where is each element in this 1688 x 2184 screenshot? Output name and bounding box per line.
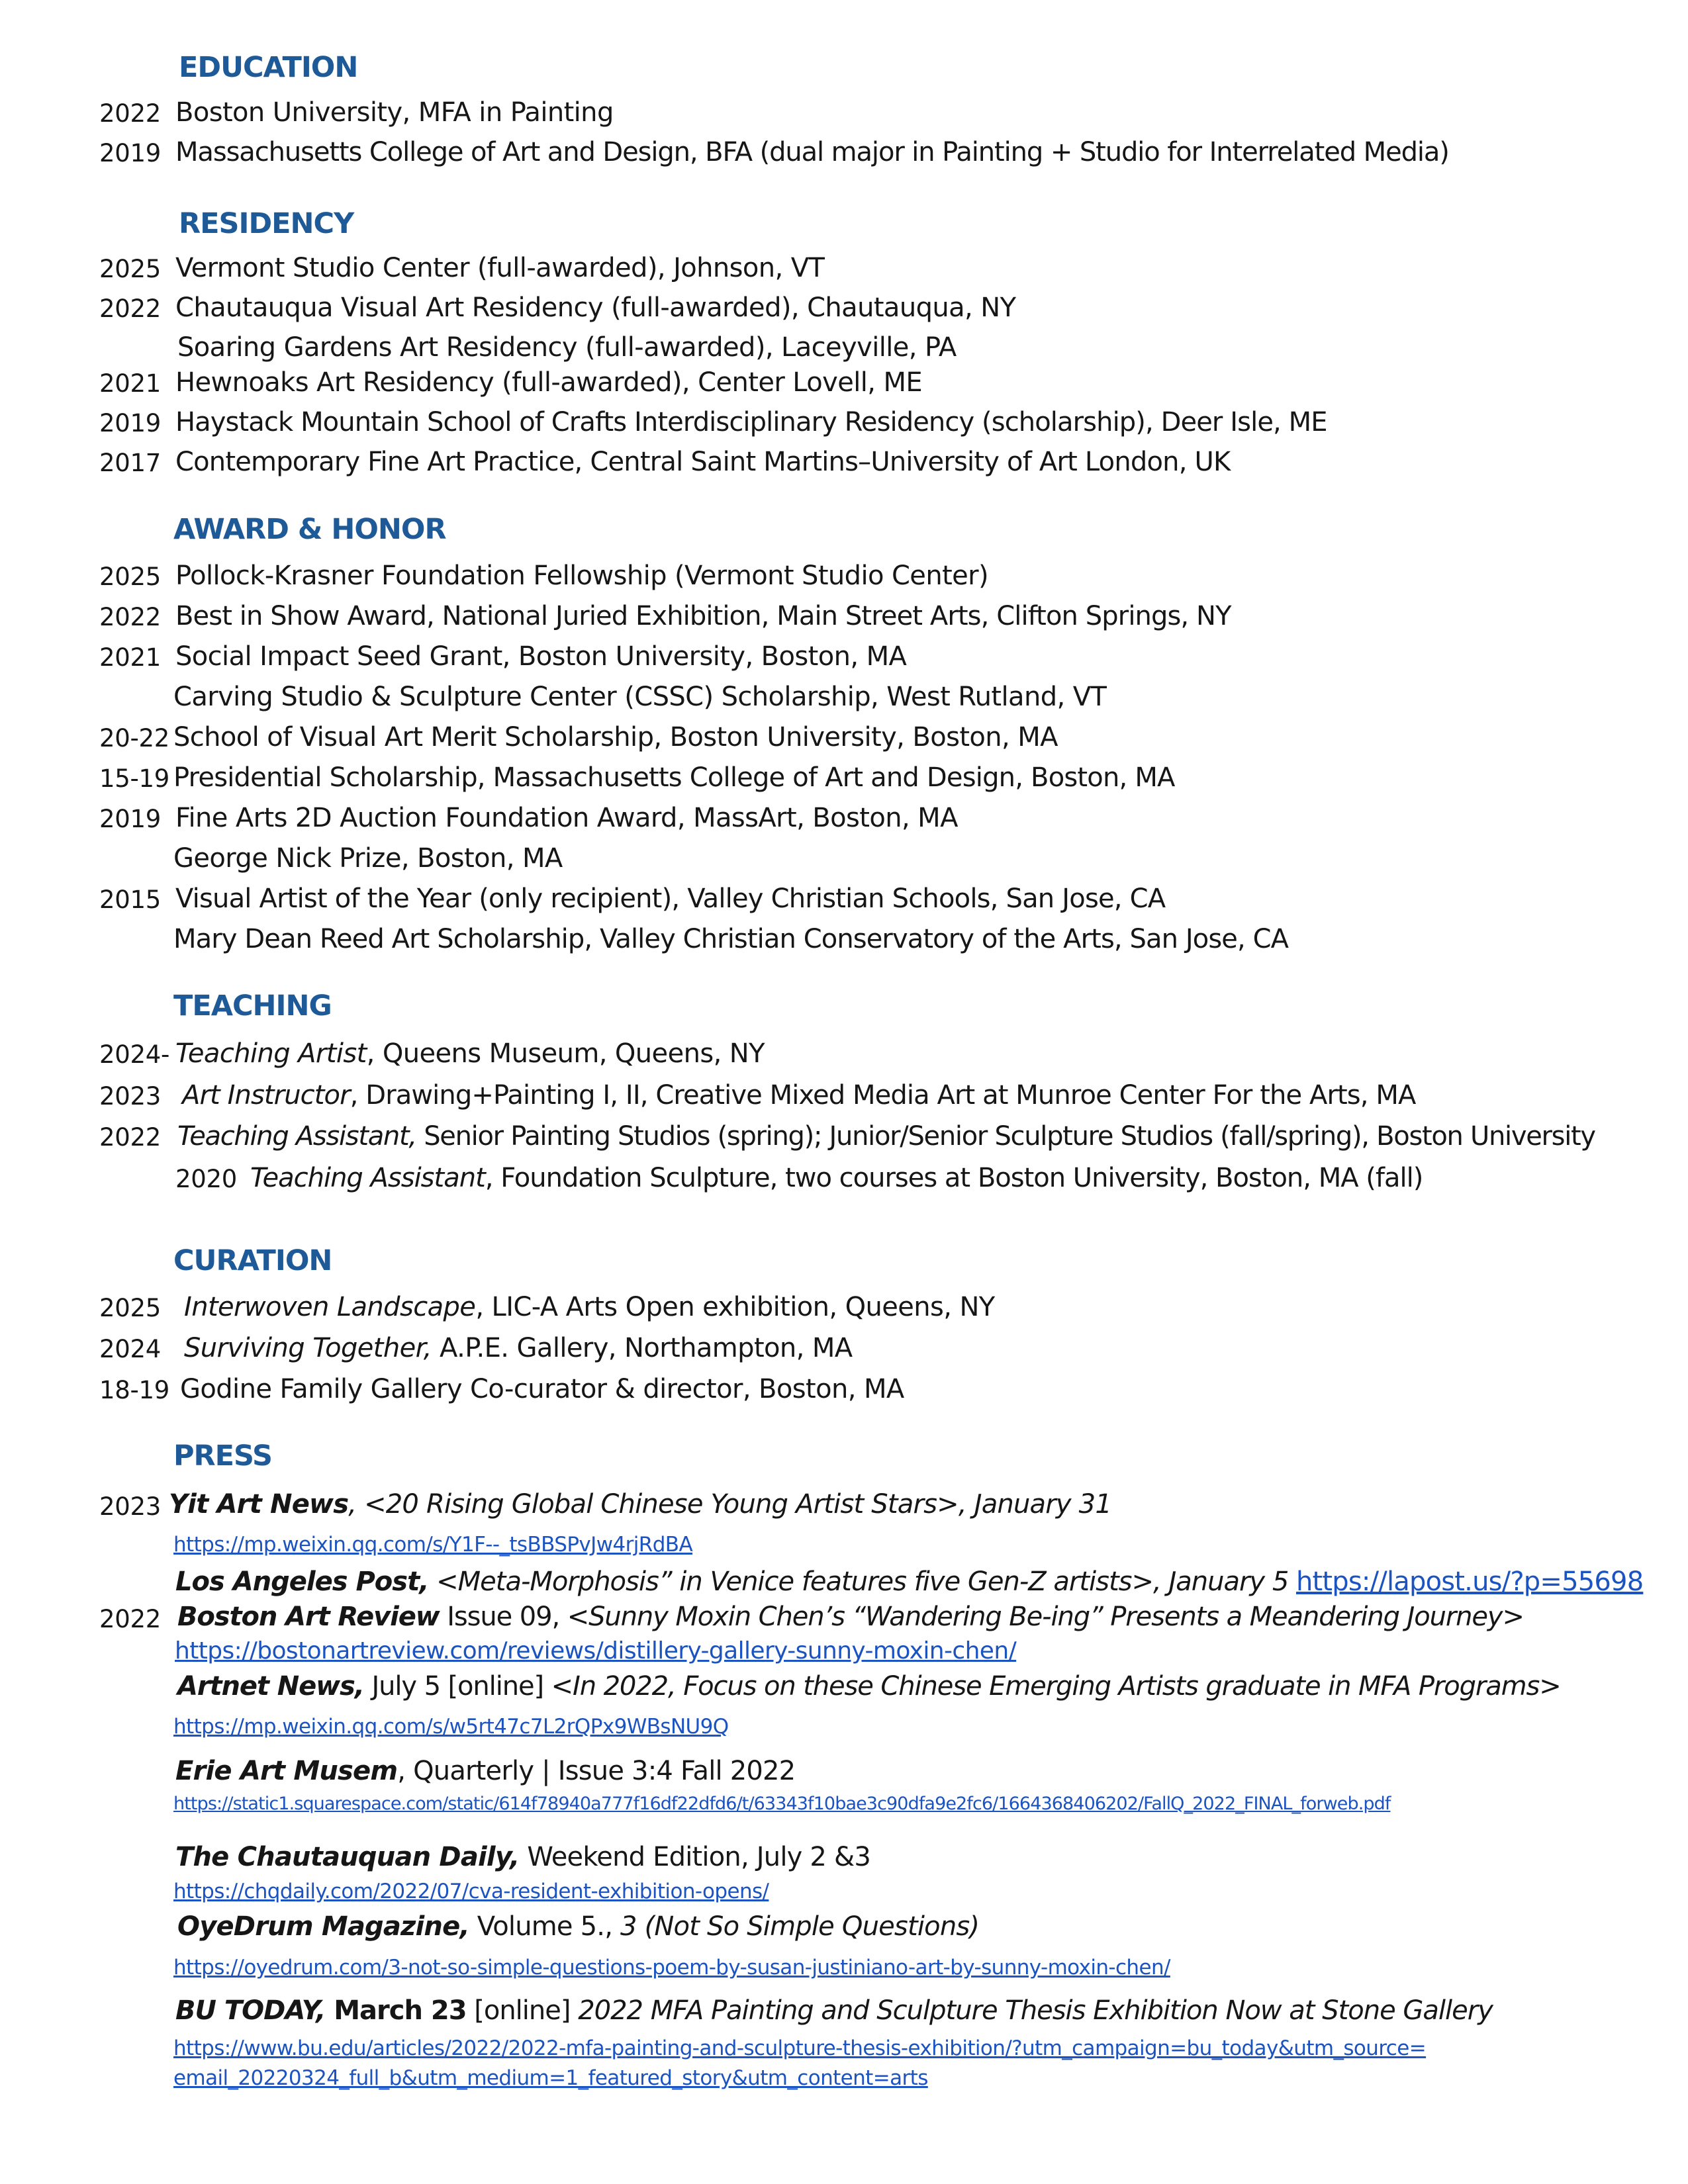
teaching-role: Teaching Artist (175, 1038, 367, 1069)
residency-year: 2022 (99, 295, 161, 323)
curation-details: Godine Family Gallery Co-curator & director, Boston, MA (180, 1374, 904, 1404)
residency-entry: Contemporary Fine Art Practice, Central Saint Martins–University of Art London, UK (175, 447, 1231, 477)
residency-entry: Hewnoaks Art Residency (full-awarded), Center Lovell, ME (175, 367, 923, 398)
press-link[interactable]: https://chqdaily.com/2022/07/cva-resident-exhibition-opens/ (173, 1880, 769, 1903)
award-entry: Pollock-Krasner Foundation Fellowship (Vermont Studio Center) (175, 561, 989, 591)
press-title: <In 2022, Focus on these Chinese Emerging Artists graduate in MFA Programs> (551, 1671, 1561, 1702)
press-link[interactable]: https://bostonartreview.com/reviews/distillery-gallery-sunny-moxin-chen/ (175, 1637, 1017, 1664)
press-title: , <20 Rising Global Chinese Young Artist Stars>, January 31 (348, 1489, 1111, 1520)
press-title: <Meta-Morphosis” in Venice features five Gen-Z artists>, January 5 (428, 1567, 1296, 1597)
press-detail: , Quarterly | Issue 3:4 Fall 2022 (397, 1756, 796, 1786)
education-entry: Massachusetts College of Art and Design, BFA (dual major in Painting + Studio for Interrelated Media) (175, 137, 1449, 167)
residency-year: 2025 (99, 255, 161, 283)
teaching-details: , Drawing+Painting I, II, Creative Mixed Media Art at Munroe Center For the Arts, MA (350, 1080, 1416, 1111)
teaching-year: 2024- (99, 1040, 170, 1069)
education-entry: Boston University, MFA in Painting (175, 97, 614, 128)
residency-entry: Vermont Studio Center (full-awarded), Johnson, VT (175, 253, 825, 283)
curation-year: 18-19 (99, 1376, 170, 1404)
press-title: 2022 MFA Painting and Sculpture Thesis Exhibition Now at Stone Gallery (578, 1995, 1493, 2026)
press-link[interactable]: https://lapost.us/?p=55698 (1295, 1567, 1644, 1597)
teaching-details: , Foundation Sculpture, two courses at Boston University, Boston, MA (fall) (485, 1163, 1423, 1193)
teaching-year: 2020 (175, 1165, 237, 1193)
teaching-entry (177, 1121, 1595, 1152)
press-entry (175, 1995, 1493, 2026)
residency-entry: Soaring Gardens Art Residency (full-awarded), Laceyville, PA (177, 332, 957, 363)
press-heading: PRESS (173, 1439, 273, 1473)
education-year: 2022 (99, 99, 161, 128)
press-entry (177, 1602, 1524, 1632)
award-entry: George Nick Prize, Boston, MA (173, 843, 563, 874)
award-entry: Visual Artist of the Year (only recipient), Valley Christian Schools, San Jose, CA (175, 884, 1166, 914)
curation-details: A.P.E. Gallery, Northampton, MA (431, 1333, 853, 1363)
award-entry: Mary Dean Reed Art Scholarship, Valley Christian Conservatory of the Arts, San Jose, CA (173, 924, 1289, 954)
award-year: 15-19 (99, 764, 170, 793)
press-link[interactable]: https://www.bu.edu/articles/2022/2022-mfa-painting-and-sculpture-thesis-exhibition/?utm_campaign=bu_today&utm_source= (173, 2036, 1427, 2060)
teaching-role: Art Instructor (182, 1080, 350, 1111)
award-year: 2022 (99, 603, 161, 631)
press-outlet: The Chautauquan Daily, (175, 1842, 520, 1872)
press-link[interactable]: https://static1.squarespace.com/static/614f78940a777f16df22dfd6/t/63343f10bae3c90dfa9e2fc6/1664368406202/FallQ_2022_FINAL_forweb.pdf (173, 1794, 1391, 1814)
curation-details: , LIC-A Arts Open exhibition, Queens, NY (475, 1292, 995, 1322)
award-entry: Best in Show Award, National Juried Exhibition, Main Street Arts, Clifton Springs, NY (175, 601, 1231, 631)
press-entry (177, 1911, 979, 1942)
curation-heading: CURATION (173, 1244, 332, 1277)
press-year: 2023 (99, 1492, 161, 1521)
press-date: March 23 (325, 1995, 467, 2026)
education-year: 2019 (99, 139, 161, 167)
press-link-continued[interactable]: email_20220324_full_b&utm_medium=1_featured_story&utm_content=arts (173, 2066, 928, 2090)
press-title: 3 (Not So Simple Questions) (620, 1911, 980, 1942)
press-link[interactable]: https://mp.weixin.qq.com/s/w5rt47c7L2rQPx9WBsNU9Q (173, 1715, 729, 1739)
curation-entry (184, 1292, 995, 1322)
press-outlet: Los Angeles Post, (175, 1567, 429, 1597)
press-outlet: BU TODAY, (175, 1995, 326, 2026)
teaching-details: , Queens Museum, Queens, NY (366, 1038, 765, 1069)
curation-year: 2024 (99, 1335, 161, 1363)
award-year: 20-22 (99, 724, 170, 752)
residency-heading: RESIDENCY (179, 207, 354, 240)
award-year: 2025 (99, 563, 161, 591)
press-entry (175, 1567, 1643, 1597)
curation-title: Surviving Together, (184, 1333, 432, 1363)
award-entry: Carving Studio & Sculpture Center (CSSC) Scholarship, West Rutland, VT (173, 682, 1107, 712)
teaching-heading: TEACHING (173, 989, 332, 1023)
press-title: <Sunny Moxin Chen’s “Wandering Be-ing” Presents a Meandering Journey> (559, 1602, 1524, 1632)
press-detail: [online] (466, 1995, 579, 2026)
press-entry (175, 1842, 870, 1872)
teaching-entry (182, 1080, 1415, 1111)
award-entry: Fine Arts 2D Auction Foundation Award, MassArt, Boston, MA (175, 803, 958, 833)
teaching-entry (250, 1163, 1423, 1193)
teaching-year: 2022 (99, 1123, 161, 1152)
award-year: 2019 (99, 805, 161, 833)
press-detail: Issue 09, (439, 1602, 560, 1632)
teaching-details: Senior Painting Studios (spring); Junior/Senior Sculpture Studios (fall/spring), Boston University (416, 1121, 1595, 1152)
residency-year: 2019 (99, 409, 161, 437)
press-detail: July 5 [online] (363, 1671, 551, 1702)
residency-entry: Chautauqua Visual Art Residency (full-awarded), Chautauqua, NY (175, 293, 1016, 323)
press-year: 2022 (99, 1605, 161, 1633)
curation-entry (184, 1333, 853, 1363)
press-entry (177, 1671, 1561, 1702)
award-year: 2021 (99, 643, 161, 672)
press-outlet: Artnet News, (177, 1671, 364, 1702)
press-outlet: Erie Art Musem (175, 1756, 398, 1786)
press-detail: Weekend Edition, July 2 &3 (519, 1842, 871, 1872)
curation-title: Interwoven Landscape (184, 1292, 476, 1322)
teaching-entry (175, 1038, 765, 1069)
teaching-role: Teaching Assistant (250, 1163, 485, 1193)
residency-entry: Haystack Mountain School of Crafts Interdisciplinary Residency (scholarship), Deer Isle, ME (175, 407, 1327, 437)
press-entry (175, 1756, 795, 1786)
award-heading: AWARD & HONOR (173, 513, 446, 546)
award-entry: Presidential Scholarship, Massachusetts College of Art and Design, Boston, MA (173, 762, 1175, 793)
press-outlet: OyeDrum Magazine, (177, 1911, 469, 1942)
award-year: 2015 (99, 886, 161, 914)
press-link[interactable]: https://mp.weixin.qq.com/s/Y1F--_tsBBSPvJw4rjRdBA (173, 1533, 693, 1557)
curation-entry (180, 1374, 904, 1404)
award-entry: School of Visual Art Merit Scholarship, Boston University, Boston, MA (173, 722, 1058, 752)
press-outlet: Boston Art Review (177, 1602, 440, 1632)
teaching-year: 2023 (99, 1082, 161, 1111)
residency-year: 2017 (99, 449, 161, 477)
press-detail: Volume 5., (469, 1911, 621, 1942)
education-heading: EDUCATION (179, 51, 358, 84)
press-link[interactable]: https://oyedrum.com/3-not-so-simple-questions-poem-by-susan-justiniano-art-by-sunny-moxin-chen/ (173, 1956, 1170, 1979)
teaching-role: Teaching Assistant, (177, 1121, 416, 1152)
press-entry (169, 1489, 1111, 1520)
curation-year: 2025 (99, 1294, 161, 1322)
residency-year: 2021 (99, 369, 161, 398)
press-outlet: Yit Art News (169, 1489, 349, 1520)
award-entry: Social Impact Seed Grant, Boston University, Boston, MA (175, 641, 907, 672)
